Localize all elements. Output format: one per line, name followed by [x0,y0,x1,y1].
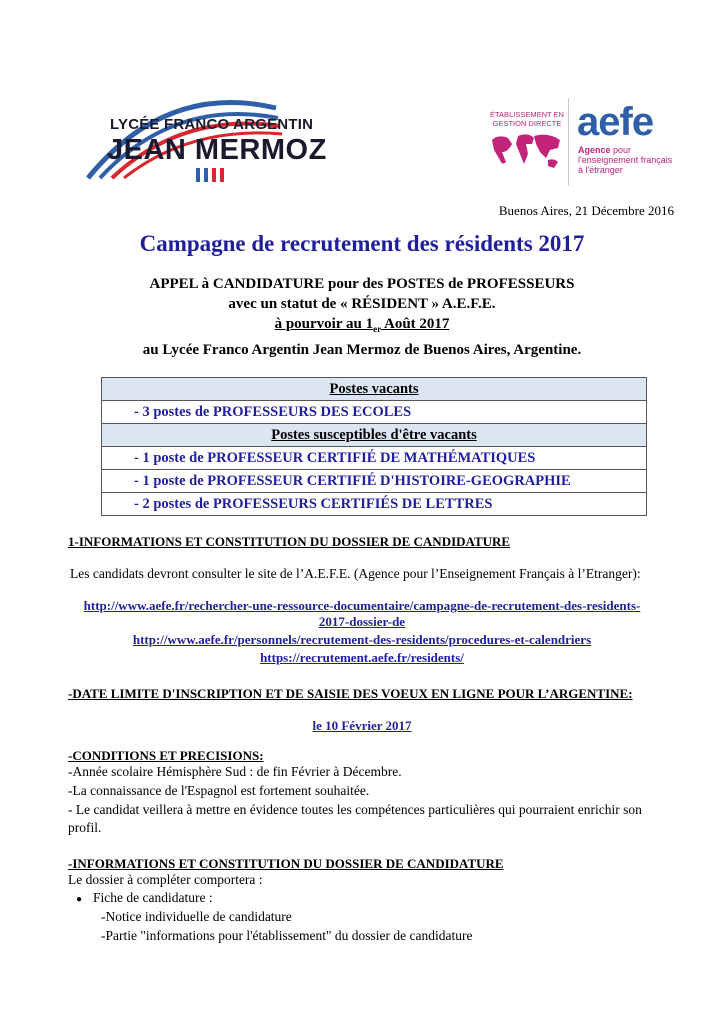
dossier-subitem-2: -Partie "informations pour l'établissement" du dossier de candidature [101,928,473,943]
vacancy-table [101,377,647,516]
section1-heading: 1-INFORMATIONS ET CONSTITUTION DU DOSSIER DE CANDIDATURE [68,534,511,549]
dossier-intro: Le dossier à compléter comportera : [68,872,263,887]
subheading-3: à pourvoir au $1_{er}$ Août 2017 [274,316,450,334]
condition-line-1: -Année scolaire Hémisphère Sud : de fin Février à Décembre. [68,764,402,779]
bullet-icon: ● [76,894,83,905]
link-aefe-documentation-2[interactable]: 2017-dossier-de [318,614,406,629]
subheading-1: APPEL à CANDIDATURE pour des POSTES de PROFESSEURS [149,276,575,292]
table-cell: - 2 postes de PROFESSEURS CERTIFIÉS DE LETTRES [102,493,647,516]
table-cell: - 1 poste de PROFESSEUR CERTIFIÉ DE MATHÉMATIQUES [102,447,647,470]
table-header-row [102,424,647,447]
table-header-vacant: Postes vacants [102,378,647,401]
dossier-item-1: Fiche de candidature : [93,890,213,905]
link-aefe-documentation-1[interactable]: http://www.aefe.fr/rechercher-une-ressource-documentaire/campagne-de-recrutement-des-residents- [83,598,641,613]
logo-separator [568,98,569,186]
condition-line-3a: - Le candidat veillera à mettre en évidence toutes les compétences particulières qui pourraient enrichir son [68,802,642,817]
link-aefe-recruitment[interactable]: https://recrutement.aefe.fr/residents/ [260,650,464,665]
aefe-logo-word: aefe [577,100,654,144]
table-header-row [102,378,647,401]
table-row [102,470,647,493]
subheading-4: au Lycée Franco Argentin Jean Mermoz de Buenos Aires, Argentine. [142,342,582,358]
link-aefe-procedures[interactable]: http://www.aefe.fr/personnels/recrutement-des-residents/procedures-et-calendriers [132,632,592,647]
subheading-2: avec un statut de « RÉSIDENT » A.E.F.E. [228,296,496,312]
table-cell: - 1 poste de PROFESSEUR CERTIFIÉ D'HISTOIRE-GEOGRAPHIE [102,470,647,493]
aefe-logo-subtitle: Agence pour l'enseignement français à l'étranger [578,145,673,175]
section1-text: Les candidats devront consulter le site de l’A.E.F.E. (Agence pour l’Enseignement Français à l’Etranger): [70,566,641,581]
table-header-possibly-vacant: Postes susceptibles d'être vacants [102,424,647,447]
deadline-date: le 10 Février 2017 [312,718,412,733]
aefe-logo-small-text: ÉTABLISSEMENT EN GESTION DIRECTE [490,110,564,128]
deadline-heading: -DATE LIMITE D'INSCRIPTION ET DE SAISIE DES VOEUX EN LIGNE POUR L’ARGENTINE: [68,686,633,701]
condition-line-3b: profil. [68,820,102,835]
dossier-heading: -INFORMATIONS ET CONSTITUTION DU DOSSIER DE CANDIDATURE [68,856,504,871]
conditions-heading: -CONDITIONS ET PRECISIONS: [68,748,264,763]
table-row [102,401,647,424]
table-row [102,447,647,470]
table-cell: - 3 postes de PROFESSEURS DES ECOLES [102,401,647,424]
page-title: Campagne de recrutement des résidents 2017 [139,231,585,256]
lycee-logo-line1: LYCÉE FRANCO ARGENTIN [110,116,314,133]
dossier-subitem-1: -Notice individuelle de candidature [101,909,292,924]
lycee-logo-line2: JEAN MERMOZ [107,134,327,166]
document-date: Buenos Aires, 21 Décembre 2016 [498,203,674,218]
table-row [102,493,647,516]
world-map-icon [488,130,564,174]
condition-line-2: -La connaissance de l'Espagnol est fortement souhaitée. [68,783,370,798]
